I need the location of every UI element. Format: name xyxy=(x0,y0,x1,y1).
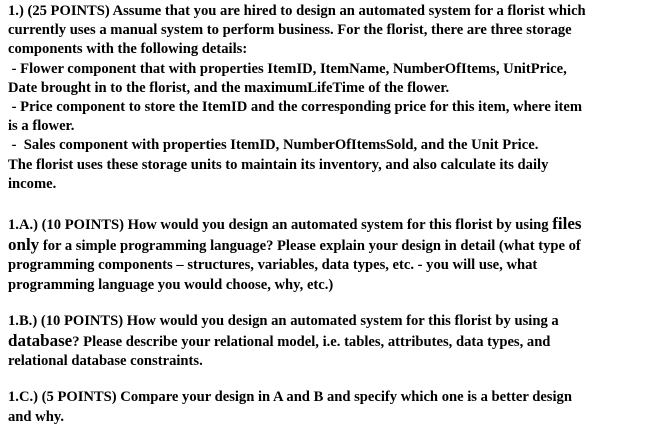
question-1-line: Date brought in to the florist, and the maximumLifeTime of the flower. xyxy=(8,79,450,96)
question-1a-text: for a simple programming language? Please explain your design in detail (what type of xyxy=(39,238,581,255)
emphasis-only: only xyxy=(8,235,40,255)
question-1a-paragraph xyxy=(8,214,644,295)
question-1-line: 1.) (25 POINTS) Assume that you are hired to design an automated system for a florist which xyxy=(8,3,586,19)
flower-component-line: - Flower component that with properties ItemID, ItemName, NumberOfItems, UnitPrice, xyxy=(8,60,567,77)
question-1b-line xyxy=(8,331,644,352)
emphasis-database: database xyxy=(8,331,73,351)
question-1c-line: and why. xyxy=(8,408,64,425)
question-1-line: currently uses a manual system to perform business. For the florist, there are three storage xyxy=(8,22,572,39)
question-1-paragraph xyxy=(8,2,644,194)
question-1-line: components with the following details: xyxy=(8,41,248,58)
emphasis-files: files xyxy=(552,214,582,234)
question-1-line: is a flower. xyxy=(8,118,75,135)
question-1b-paragraph xyxy=(8,312,644,372)
question-1b-line: 1.B.) (10 POINTS) How would you design an automated system for this florist by using a xyxy=(8,312,559,329)
question-1b-text: ? Please describe your relational model, i.e. tables, attributes, data types, and xyxy=(72,334,551,351)
question-1a-text: 1.A.) (10 POINTS) How would you design an automated system for this florist by using xyxy=(8,217,553,234)
sales-component-line: - Sales component with properties ItemID, NumberOfItemsSold, and the Unit Price. xyxy=(8,137,539,154)
question-1a-line xyxy=(8,214,644,235)
question-1c-line: 1.C.) (5 POINTS) Compare your design in A and B and specify which one is a better design xyxy=(8,389,572,406)
question-1b-line: relational database constraints. xyxy=(8,353,203,370)
question-1a-line: programming language you would choose, why, etc.) xyxy=(8,276,334,293)
price-component-line: - Price component to store the ItemID and the corresponding price for this item, where item xyxy=(8,99,583,116)
assignment-document xyxy=(8,2,644,427)
question-1-line: The florist uses these storage units to maintain its inventory, and also calculate its daily xyxy=(8,156,549,173)
question-1a-line xyxy=(8,235,644,256)
question-1a-line: programming components – structures, variables, data types, etc. - you will use, what xyxy=(8,257,538,274)
question-1c-paragraph xyxy=(8,388,644,426)
question-1-line: income. xyxy=(8,175,57,192)
